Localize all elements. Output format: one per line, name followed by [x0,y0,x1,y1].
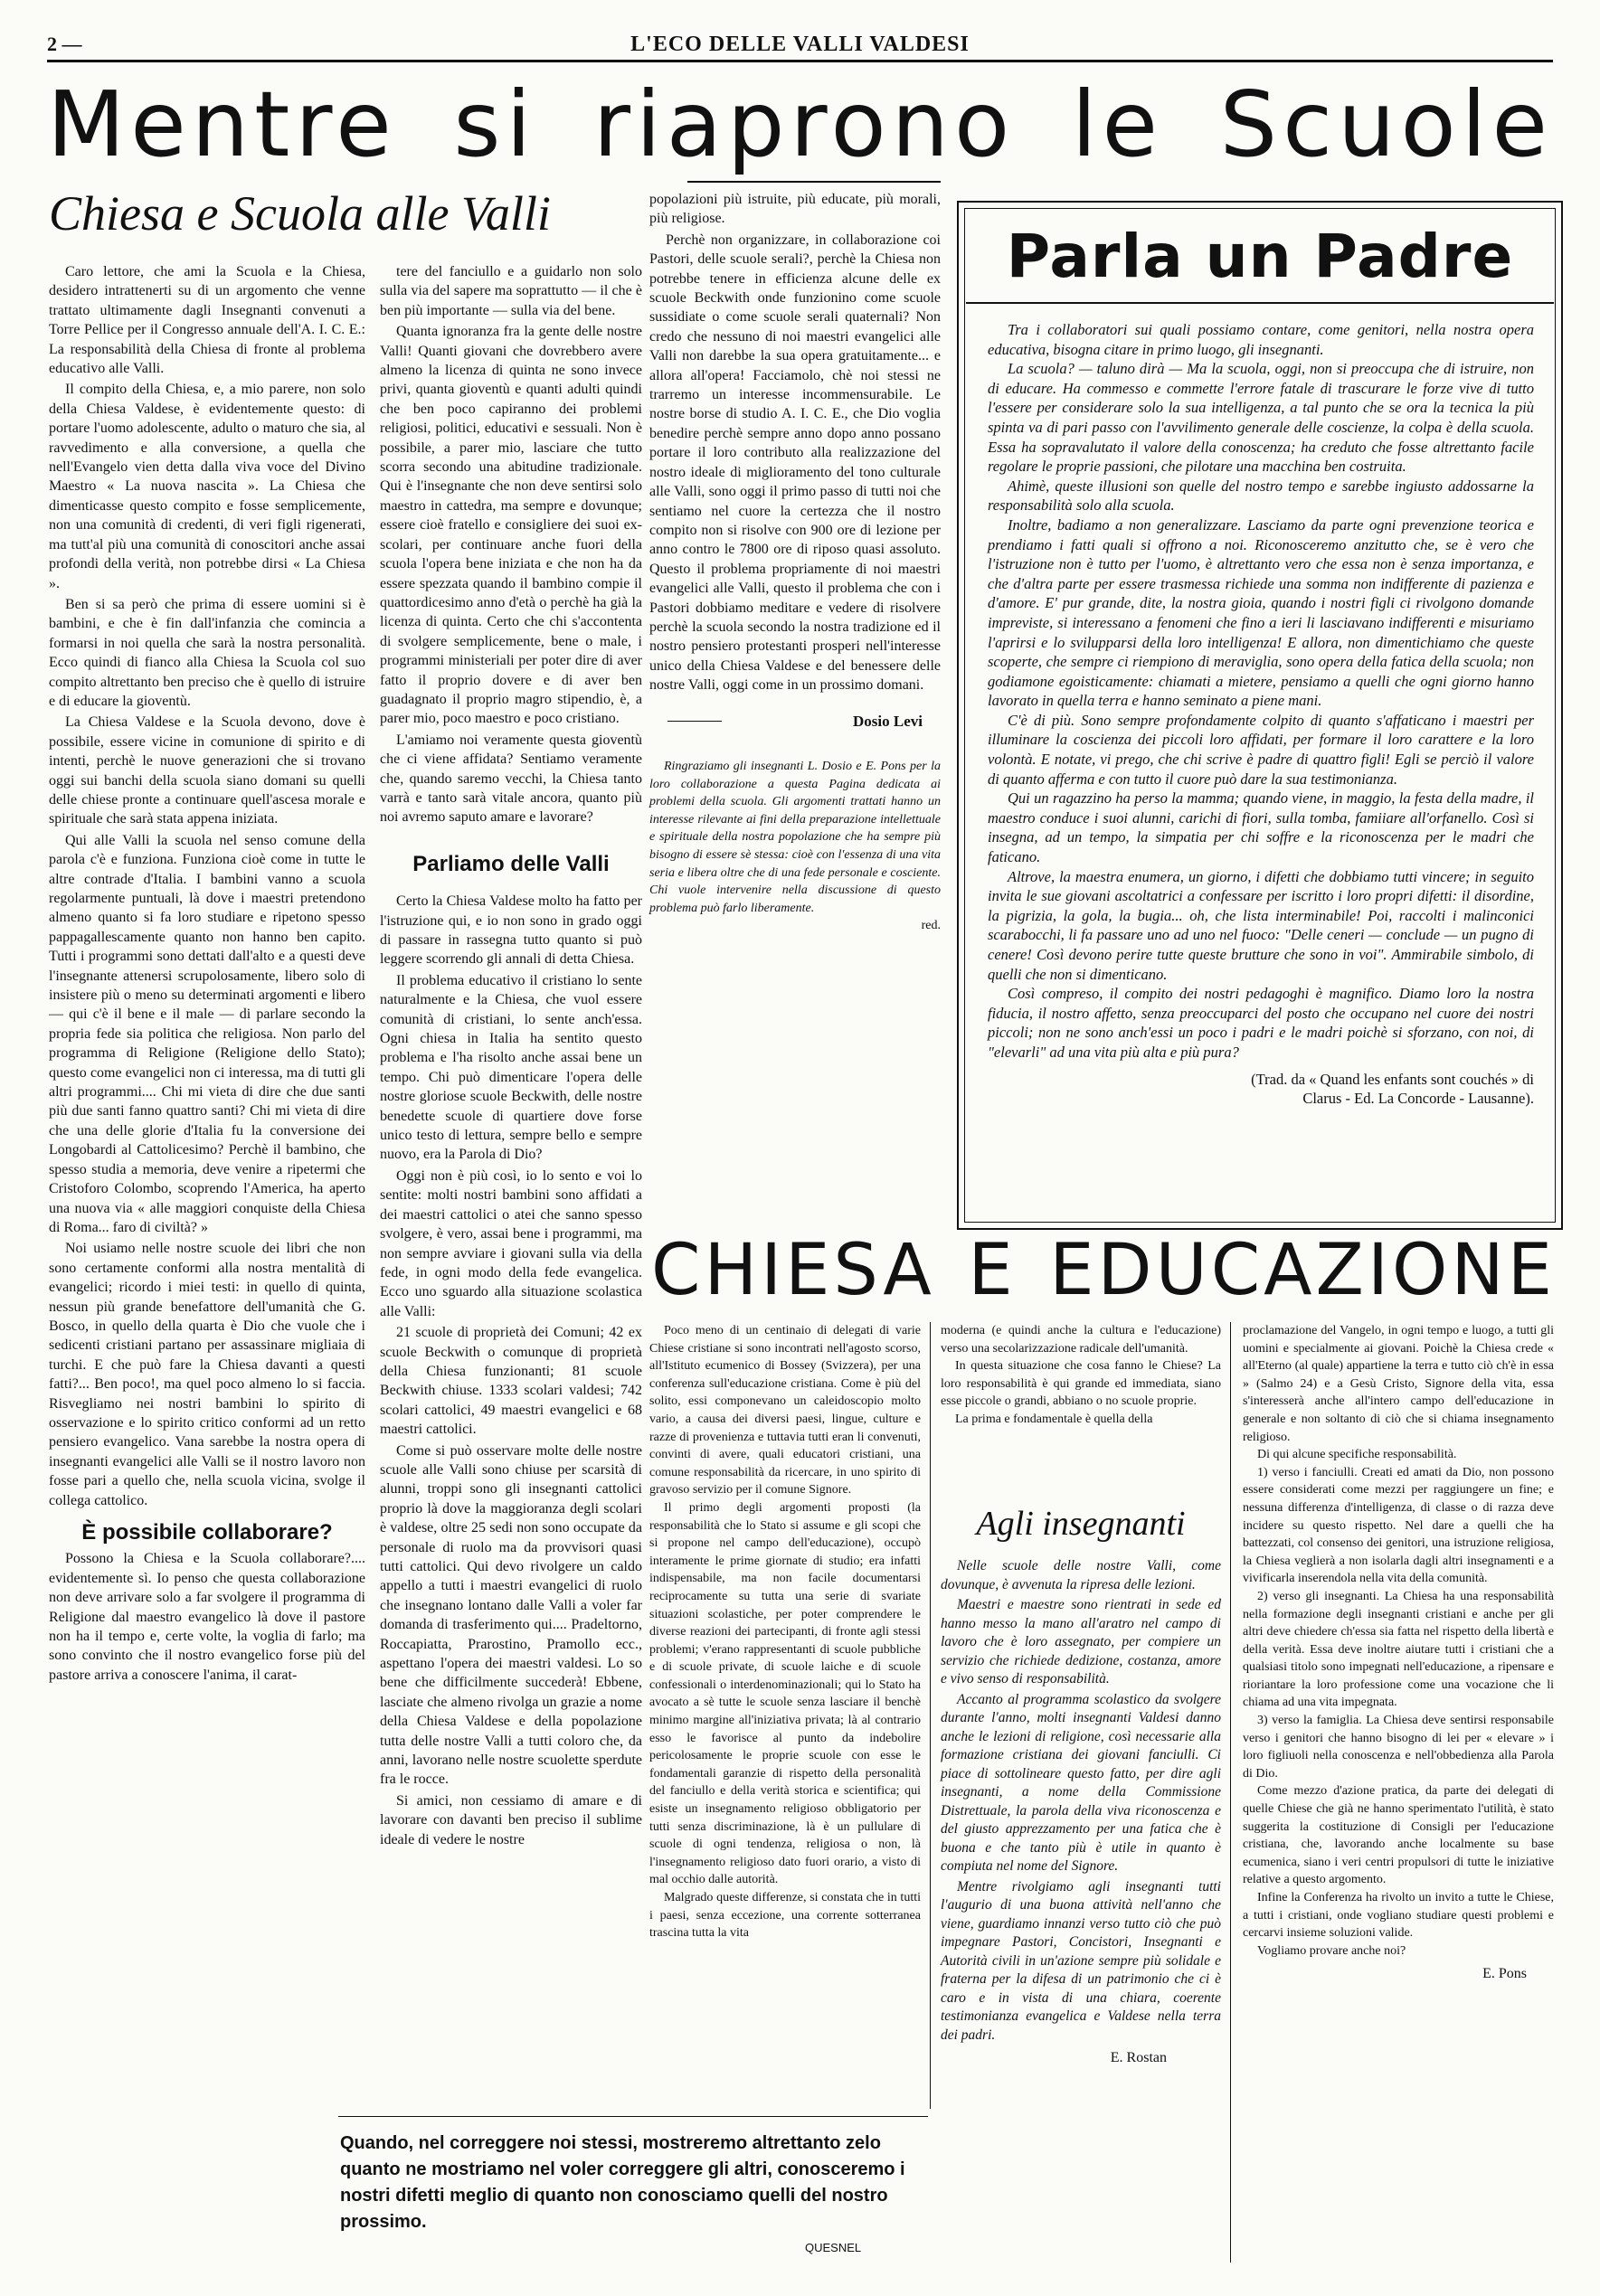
quote-box [957,201,1563,1230]
article2-col-a [649,1322,921,1942]
closing-quote: Quando, nel correggere noi stessi, mostreremo altrettanto zelo quanto ne mostriamo nel voler correggere gli altri, conosceremo i nostri difetti meglio di quanto non conosciamo quelli del nostro prossimo. [340,2133,905,2232]
paragraph: Altrove, la maestra enumera, un giorno, i difetti che dobbiamo tutti vincere; in seguito invita le sue giovani ascoltatrici a confessare per iscritto i loro propri difetti: il disordine, la pigrizia, la gola, la bugia... oh, che lista interminabile! Poi, raccolti i malinconici scarabocchi, li fa passare uno ad uno nel fuoco: "Delle ceneri — conclude — un pugno di cenere! Così devono perire tutte queste brutture che sono in voi". Ammirabile simbolo, di quelli che non si dimenticano. [988,867,1534,983]
subheading: È possibile collaborare? [81,1520,333,1545]
article-col-3 [649,190,941,935]
signature: E. Rostan [1110,2050,1167,2065]
paragraph: Accanto al programma scolastico da svolgere durante l'anno, molti insegnanti Valdesi danno anche le lezioni di religione, così necessarie alla formazione cristiana dei giovani fanciulli. Ci piace di sottolineare questo fatto, per dire agli insegnanti, a nome della Commissione Distrettuale, la parola della viva riconoscenza e del giusto apprezzamento per una fatica che è buona e che tanto più è utile in quanto è compiuta nel nome del Signore. [941,1691,1221,1874]
paragraph: 2) verso gli insegnanti. La Chiesa ha una responsabilità nella formazione degli insegnanti cristiani e anche per gli altri deve chiedere ch'essa sia fatta nel rispetto della libertà e della verità. Essa deve inoltre aiutare tutti i cristiani che a qualsiasi titolo sono impegnati nell'educazione, a ripensare e rioriantare la loro professione come una vocazione che li chiama ad una vita impegnata. [1243,1589,1554,1710]
subheading: Agli insegnanti [976,1505,1186,1543]
editor-note-text: Ringraziamo gli insegnanti L. Dosio e E. Pons per la loro collaborazione a questa Pagina dedicata ai problemi della scuola. Gli argomenti trattati hanno un interesse rilevante ai fini della preparazione intellettuale e spirituale della nostra popolazione che ha sempre più bisogno di essere sè stessa: cioè con l'essenza di una vita seria e libera oltre che di una fede personale e cosciente. Chi vuole intervenire nella discussione di questo problema può farlo liberamente. [649,759,941,915]
paragraph: L'amiamo noi veramente questa gioventù che ci viene affidata? Sentiamo veramente che, quando saremo vecchi, la Chiesa tanto varrà e tanto sarà vitale ancora, quanto più noi avremo saputo amare e lavorare? [380,732,642,826]
article2-col-b [941,1322,1221,1429]
paragraph: popolazioni più istruite, più educate, più morali, più religiose. [649,192,941,227]
article2-col-c [1243,1322,1554,1983]
paragraph: Di qui alcune specifiche responsabilità. [1257,1448,1457,1462]
paragraph: Poco meno di un centinaio di delegati di varie Chiese cristiane si sono incontrati nell'agosto scorso, all'Istituto ecumenico di Bossey (Svizzera), per una conferenza sull'educazione cristiana. Come è più del solito, essi componevano un caleidoscopio molto vario, a causa dei diversi paesi, lingue, culture e razze di provenienza e tuttavia tutti eran li convenuti, convinti di avere, quali educatori cristiani, una comune responsabilità da ricercare, in uno spirito di gravoso servizio per il comune Signore. [649,1324,921,1498]
title-rule [687,181,941,183]
paragraph: Qui un ragazzino ha perso la mamma; quando viene, in maggio, la festa della madre, il maestro conduce i suoi alunni, carichi di fiori, sulla tomba, famiiare all'orfanello. Così si insegna, ad un tempo, la simpatia per chi soffre e la riconoscenza per le madri che faticano. [988,789,1534,866]
paragraph: 3) verso la famiglia. La Chiesa deve sentirsi responsabile verso i genitori che hanno bisogno di lei per « elevare » i loro figliuoli nella conoscenza e nell'obbedienza alla Parola di Dio. [1243,1714,1554,1781]
paragraph: Caro lettore, che ami la Scuola e la Chiesa, desidero intrattenerti su di un argomento che venne trattato ultimamente dagli Insegnanti convenuti a Torre Pellice per il Congresso annuale dell'A. I. C. E.: La responsabilità della Chiesa di fronte al problema educativo alle Valli. [49,264,365,377]
author: Dosio Levi [853,712,923,730]
paragraph: La Chiesa Valdese e la Scuola devono, dove è possibile, essere vicine in comunione di spirito e di intenti, perchè le nuove generazioni che si trovano oggi sui banchi della scuola siano domani su quelli delle chiese pronte a continuare quell'ascesa morale e spirituale che sarà stata appena iniziata. [49,714,365,827]
paragraph: tere del fanciullo e a guidarlo non solo sulla via del sapere ma soprattutto — il che è ben più importante — sulla via del bene. [380,264,642,318]
paragraph: Si amici, non cessiamo di amare e di lavorare con davanti ben preciso il sublime ideale di vedere le nostre [380,1792,642,1847]
byline-rule [667,721,722,722]
subheading: Parliamo delle Valli [412,851,610,876]
signature: E. Pons [1482,1966,1527,1982]
paragraph: Il problema educativo il cristiano lo sente naturalmente e la Chiesa, che vuol essere comunità di cristiani, lo sente anch'essa. Ogni chiesa in Italia ha sentito questo problema e l'ha risolto anche assai bene un tempo. Chi può dimenticare l'opera delle nostre gloriose scuole Beckwith, delle nostre benedette scuole di quartiere dove forse unico testo di lettura, sempre bello e sempre nuovo, era la Parola di Dio? [380,972,642,1163]
paragraph: Malgrado queste differenze, si constata che in tutti i paesi, senza eccezione, una corrente sotterranea trascina tutta la vita [649,1891,921,1941]
paragraph: Maestri e maestre sono rientrati in sede ed hanno messo la mano all'aratro nel campo di lavoro che è loro assegnato, per compiere un servizio che richiede dedizione, costanza, amore e vivo senso di responsabilità. [941,1597,1221,1687]
paragraph: Tra i collaboratori sui quali possiamo contare, come genitori, nella nostra opera educativa, bisogna citare in primo luogo, gli insegnanti. [988,321,1534,358]
box-text [988,320,1534,1109]
article-col-1 [49,262,365,1685]
insegnanti-text [941,1557,1221,2045]
paragraph: In questa situazione che cosa fanno le Chiese? La loro responsabilità è qui grande ed immediata, siano esse piccole o grandi, abbiano o no scuole proprie. [941,1359,1221,1409]
paragraph: Così compreso, il compito dei nostri pedagoghi è magnifico. Diamo loro la nostra fiducia, il nostro affetto, senza preoccuparci del posto che occupano nel cuore dei nostri piccoli; non ne sono anch'essi un poco i padri e le madri poichè si sforzano, con noi, di "elevarli" ad una vita più alta e più pura? [988,985,1534,1061]
paragraph: La prima e fondamentale è quella della [955,1412,1153,1426]
paragraph: Come mezzo d'azione pratica, da parte dei delegati di quelle Chiese che già ne hanno sperimentato l'utilità, è stato suggerita la costituzione di Consigli per l'educazione cristiana, che, lavorando anche localmente su base ecumenica, siano i veri centri propulsori di tutte le iniziative relative a questo argomento. [1243,1784,1554,1887]
box-title: Parla un Padre [1006,222,1514,291]
editor-sign: red. [921,919,941,933]
box-rule [966,302,1554,304]
paragraph: Il primo degli argomenti proposti (la responsabilità che lo Stato si assume e gli scopi che si propone nel campo dell'educazione), occupò interamente le prime giornate di studio; era infatti indispensabile, ma non facile documentarsi reciprocamente su tutta una serie di svariate situazioni scolastiche, per poter comprendere le diverse reazioni dei partecipanti, di fronte agli stessi problemi; v'erano rappresentanti di scuole pubbliche e di scuole private, di scuole laiche e di scuole confessionali o interdenominazionali; qui lo Stato ha avocato a sè tutte le scuole senza lasciare il benchè minimo margine all'iniziativa privata; là al contrario esso le favorisce al punto da indebolire pericolosamente le proprie scuole con esse le fondamentali garanzie di rispetto della personalità del fanciullo e della verità storica e scientifica; qui esiste un insegnamento religioso obbligatorio per tutti senza discriminazione, là è un pullulare di scuole di ogni tendenza, religiosa o non, là l'insegnamento religioso dato fuori orario, a visto di mal occhio dalle autorità. [649,1500,921,1887]
paragraph: Come si può osservare molte delle nostre scuole alle Valli sono chiuse per scarsità di alunni, troppi sono gli insegnanti cattolici proprio là dove la maggioranza degli scolari è valdese, oltre 25 sedi non sono occupate da personale di ruolo ma da provvisori quasi tutti cattolici. Qui devo rivolgere un caldo appello a tutti i maestri evangelici di ruolo che insegnano lontano dalle Valli a voler far domanda di trasferimento qui.... Pradeltorno, Roccapiatta, Prarostino, Pramollo ecc., aspettano l'opera dei maestri valdesi. Lo so bene che difficilmente succederà! Ebbene, lasciate che almeno rivolga un grazie a nome della Chiesa Valdese e della popolazione tutta delle nostre Valli a tutti coloro che, da anni, lavorano nelle nostre scuolette sperdute fra le rocce. [380,1442,642,1788]
paragraph: Infine la Conferenza ha rivolto un invito a tutte le Chiese, a tutti i cristiani, onde vogliano studiare questi problemi e cercarvi insieme soluzioni valide. [1243,1891,1554,1941]
paragraph: La scuola? — taluno dirà — Ma la scuola, oggi, non si preoccupa che di istruire, non di educare. Ha commesso e commette l'errore fatale di trascurare le forze vive di tutto l'essere per considerare solo la sua intelligenza, a tal punto che se ora la tecnica la più spinta va di pari passo con l'avvilimento generale delle coscienze, la colpa è della scuola. Essa ha sopravalutato il valore della conoscenza; ha creduto che fosse altrettanto facile regolare le proprie passioni, che pilotare una macchina ben costruita. [988,360,1534,476]
paragraph: Vogliamo provare anche noi? [1257,1943,1406,1958]
paragraph: 21 scuole di proprietà dei Comuni; 42 ex scuole Beckwith o comunque di proprietà della Chiesa funzionanti; 81 scuole Beckwith chiuse. 1333 scolari valdesi; 742 scolari cattolici, 49 maestri evangelici e 68 maestri cattolici. [380,1325,642,1438]
column-divider [1230,1322,1231,2263]
paragraph: Perchè non organizzare, in collaborazione coi Pastori, delle scuole serali?, perchè la Chiesa non potrebbe tenere in efficienza alcune delle ex scuole Beckwith onde funzionino come scuole sussidiate o come scuole serali quaternali? Non credo che nessuno di noi maestri evangelici alle Valli non darebbe la sua opera gratuitamente... e allora all'opera! Facciamolo, chè noi stessi ne trarremo un interesse incommensurabile. Le nostre borse di studio A. I. C. E., che Dio voglia benedire perchè sempre anno dopo anno possano portare il loro contributo alla realizzazione del nostro ideale di miglioramento del tono culturale alle Valli, sono oggi il primo passo di tutti noi che sentiamo nel cuore la certezza che il nostro compito non si risolve con 900 ore di lezione per anno contro le 7800 ore di riposo quasi assoluto. Questo il problema propriamente di noi maestri evangelici alle Valli, questo il problema che con i Pastori dobbiamo meditare e vedere di risolvere perchè la scuola secondo la nostra tradizione ed il nostro pensiero protestanti prosperi nell'interesse unico della Chiesa Valdese e del benessere delle nostre Valli, oggi come in un prossimo domani. [649,231,941,694]
paragraph: proclamazione del Vangelo, in ogni tempo e luogo, a tutti gli uomini e specialmente ai giovani. Poichè la Chiesa crede « all'Eterno (al quale) appartiene la terra e tutto ciò ch'è in essa » (Salmo 24) e a Gesù Cristo, Signore della vita, essa s'interesserà anche all'intero campo dell'educazione in generale e non soltanto di ciò che si chiama insegnamento religioso. [1243,1324,1554,1444]
paragraph: Ben si sa però che prima di essere uomini si è bambini, e che è fin dall'infanzia che comincia a formarsi in noi quella che sarà la nostra personalità. Ecco quindi di fianco alla Chiesa la Scuola col suo compito altrettanto ben preciso che è quello di istruire e di educare la gioventù. [49,596,365,709]
closing-author: QUESNEL [805,2241,862,2254]
paragraph: Noi usiamo nelle nostre scuole dei libri che non sono certamente conformi alla nostra mentalità di evangelici; ricordo i miei testi: in quello di quinta, nessun più grande benefattore dell'umanità che G. Bosco, in quello della quarta è Dio che vuole che i sedicenti cristiani partano per assassinare migliaia di turchi. E che può fare la Chiesa davanti a questi fatti?... Ben poco!, ma quel poco almeno lo si faccia. Risvegliamo nei nostri bambini lo spirito di osservazione e lo spirito critico conformi ad un retto pensiero evangelico. Vana sarebbe la nostra opera di insegnanti evangelici alle Valli se il nostro lavoro non fosse pari a quello che, nella scuola vicina, svolge il collega cattolico. [49,1241,365,1508]
paragraph: Ahimè, queste illusioni son quelle del nostro tempo e sarebbe ingiusto addossarne la responsabilità solo alla scuola. [988,477,1534,515]
paragraph: Inoltre, badiamo a non generalizzare. Lasciamo da parte ogni prevenzione teorica e prendiamo i fatti quali si offrono a noi. Riconosceremo anzitutto che, se è vero che l'istruzione non è tutto per l'uomo, è altrettanto vero che essa non è senza importanza, e che d'altra parte per essere trasmessa richiede una somma non indifferente di pazienza e d'amore. E' pur grande, dite, la nostra gioia, quando i nostri figli ci rivolgono domande impreviste, si interessano a fenomeni che fino a ieri li lasciavano indifferenti e misuriamo l'aprirsi e lo svilupparsi della loro intelligenza! E allora, non dimentichiamo che queste scoperte, che sempre ci riempiono di meraviglia, sono opera della fatica della scuola; non godiamone egoisticamente: chiamati a mietere, pensiamo a quelli che ogni giorno hanno lavorato in quella terra e hanno seminato a piene mani. [988,515,1534,710]
paragraph: Quanta ignoranza fra la gente delle nostre Valli! Quanti giovani che dovrebbero avere almeno la licenza di quinta ne sono invece privi, quanta gioventù e quanti adulti quindi che ben poco capiranno dei problemi religiosi, politici, educativi e sessuali. Non è possibile, a parer mio, lasciare che tutto scorra secondo una abitudine tradizionale. Qui è l'insegnante che non deve sentirsi solo maestro in cattedra, ma sempre e dovunque; essere cioè fratello e consigliere dei suoi ex-scolari, per continuare anche fuori della scuola l'opera bene iniziata e che non ha da essere spezzata quando il bambino compie il quattordicesimo anno d'età o perchè ha già la licenza di quinta. Certo che chi s'accontenta di svolgere semplicemente, bene o male, i programmi ministeriali per poter dire di aver fatto il proprio dovere e di aver ben guadagnato il proprio magro stipendio, è, a parer mio, poco maestro e poco cristiano. [380,324,642,727]
paragraph: Certo la Chiesa Valdese molto ha fatto per l'istruzione qui, e io non sono in grado oggi di passare in rassegna tutto quanto si può leggere scorrendo gli annali di detta Chiesa. [380,893,642,968]
paragraph: Possono la Chiesa e la Scuola collaborare?.... evidentemente sì. Io penso che questa collaborazione non deve arrivare solo a far svolgere il programma di Religione dal maestro evangelico là dove il pastore non ha il tempo e, certe volte, la voglia di farlo; ma sono convinto che il nostro evangelico forse più del pastore arriva a conoscere l'anima, il carat- [49,1551,365,1683]
masthead: L'ECO DELLE VALLI VALDESI [630,33,970,56]
paragraph: Il compito della Chiesa, e, a mio parere, non solo della Chiesa Valdese, è evidentemente questo: di portare l'uomo adolescente, adulto o maturo che sia, al ravvedimento e alla conversione, a quella che nell'Evangelo vien detta dalla viva voce del Divino Maestro « La nuova nascita ». La Chiesa che dimenticasse questo compito e fosse semplicemente, non una comunità di credenti, di veri figli rigenerati, ma tutt'al più una comunità di conoscitori anche assai profondi della verità, non potrebbe dirsi « La Chiesa ». [49,382,365,591]
insegnanti-block [941,1501,1221,2066]
paragraph: moderna (e quindi anche la cultura e l'educazione) verso una secolarizzazione radicale dell'umanità. [941,1324,1221,1356]
closing-rule [338,2116,928,2117]
main-title: Mentre si riaprono le Scuole [47,71,1553,177]
paragraph: Nelle scuole delle nostre Valli, come dovunque, è avvenuta la ripresa delle lezioni. [941,1558,1221,1592]
paragraph: C'è di più. Sono sempre profondamente colpito di quanto s'affaticano i maestri per illuminare la coscienza dei piccoli loro affidati, per formare il loro carattere e la loro volontà. E notate, vi prego, che chi scrive è padre di quattro figli! Egli se perciò il valore di quanto afferma e con tutto il cuore può dare la sua testimonianza. [988,711,1534,788]
column-divider [930,1322,931,2109]
page-header [47,33,1553,62]
article-title: Chiesa e Scuola alle Valli [49,186,551,241]
paragraph: 1) verso i fanciulli. Creati ed amati da Dio, non possono essere considerati come mezzi per raggiungere un fine; e nessuna differenza d'intelligenza, di classe o di razza deve incidere su questo rispetto. Nel dare a quelli che ha battezzati, col consenso dei genitori, una istruzione religiosa, la Chiesa veglierà a non isolarla dagli altri insegnamenti e a vivificarla inserendola nella vita della comunità. [1243,1465,1554,1586]
box-credit: (Trad. da « Quand les enfants sont couchés » di Clarus - Ed. La Concorde - Lausanne). [1251,1070,1534,1108]
byline [649,712,941,731]
editor-note [649,758,941,935]
paragraph: Oggi non è più così, io lo sento e voi lo sentite: molti nostri bambini sono affidati a dei maestri cattolici o atei che sanno spesso svolgere, è vero, assai bene i programmi, ma non sempre avviare i giovani sulla via della fede, in ogni modo della fede evangelica. Ecco uno sguardo alla situazione scolastica alle Valli: [380,1167,642,1319]
article-col-2 [380,262,642,1849]
page-number: 2 — [47,33,82,55]
paragraph: Qui alle Valli la scuola nel senso comune della parola c'è e funziona. Funziona cioè come in tutte le altre contrade d'Italia. I bambini vanno a scuola regolarmente puntuali, là dove i maestri pretendono almeno quanto si fa loro studiare e ripetono spesso pappagallescamente quanto non hanno ben capito. Tutti i programmi sono dettati dall'alto e a questi deve l'insegnante attenersi scrupolosamente, libero solo di insistere più o meno su determinati argomenti e libero — qui c'è il bene e il male — di parlare secondo la propria fede sia politica che religiosa. Non parlo del programma di Religione (Religione dello Stato); questo come evangelici non ci interessa, ma di tutti gli altri programmi.... Chi mi vieta di dire che due santi più due santi fanno quattro santi? Chi mi vieta di dire che una delle glorie d'Italia fu la conversione dei Longobardi al Cattolicesimo? Perchè il bambino, che spesso studia a memoria, deve venire a ripetermi che Cristoforo Colombo, scoprendo l'America, ha aperto una nuova via « alle maggiori conquiste della Chiesa di Roma... faro di civiltà? » [49,832,365,1235]
section-title: CHIESA E EDUCAZIONE [651,1230,1556,1311]
paragraph: Mentre rivolgiamo agli insegnanti tutti l'augurio di una buona attività nell'anno che viene, guardiamo innanzi verso tutto ciò che può impegnare Pastori, Concistori, Insegnanti e Autorità civili in un'azione sempre più solidale e fraterna per la difesa di un patrimonio che ci è caro e in vista di una chiara, coerente testimonianza evangelica e Valdese nella terra dei padri. [941,1878,1221,2043]
